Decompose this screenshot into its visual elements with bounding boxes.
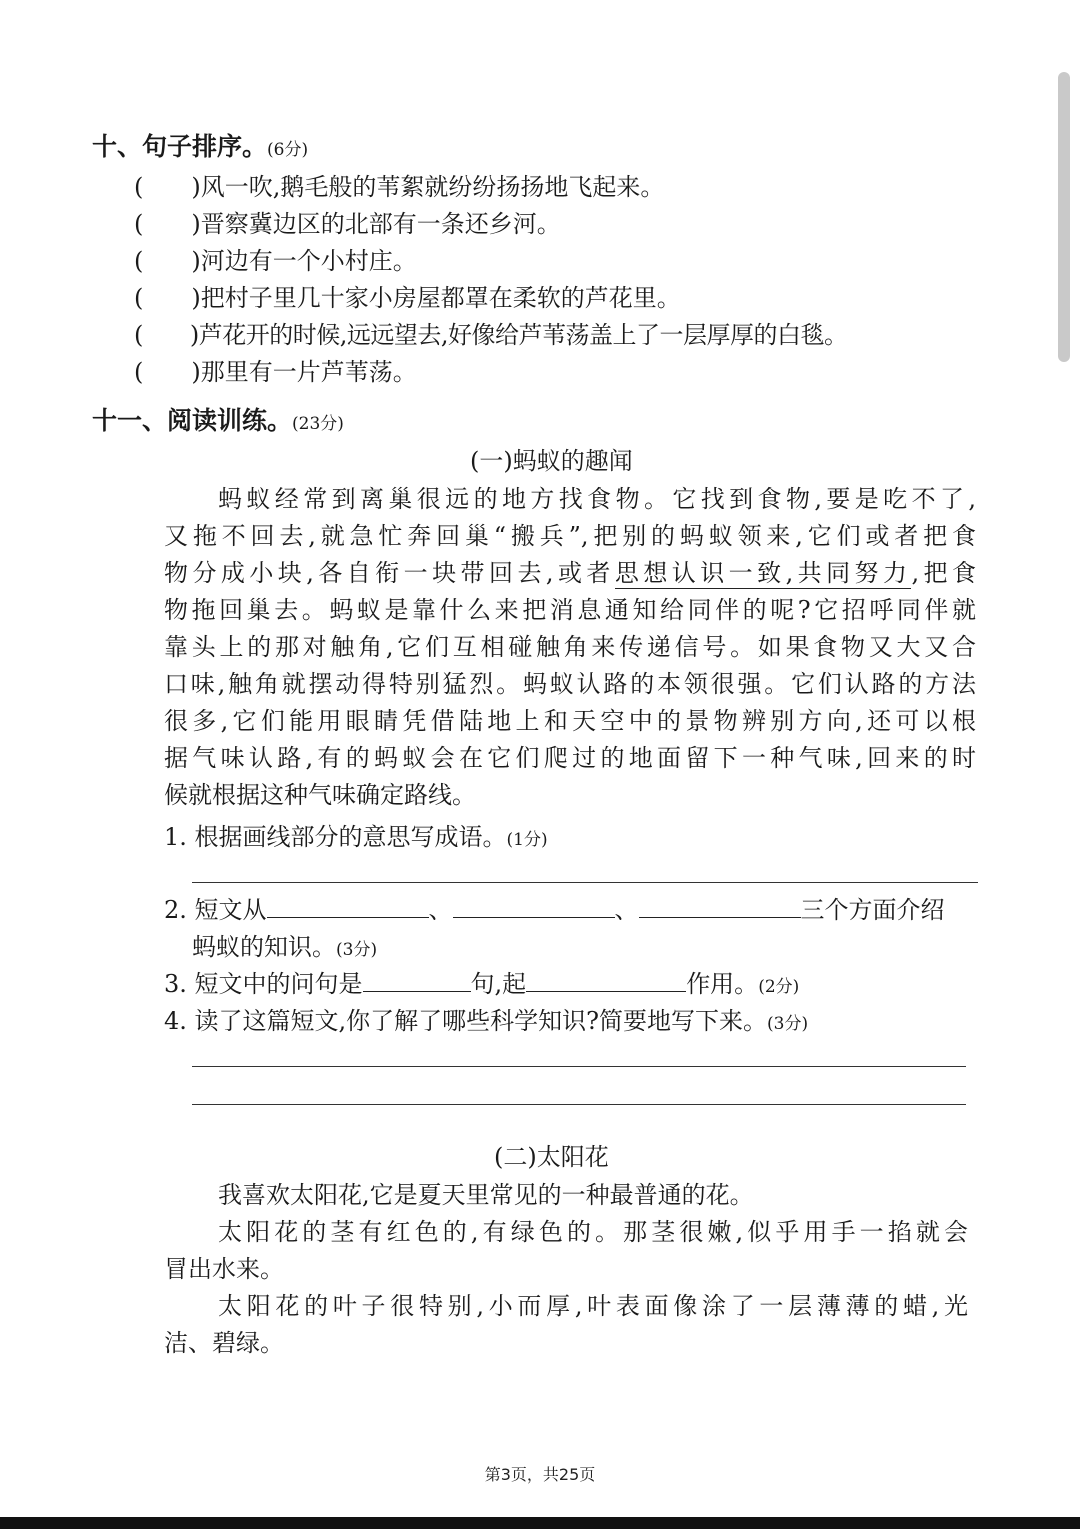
question-2-cont: 蚂蚁的知识。(3分): [192, 933, 378, 961]
order-item-text: 晋察冀边区的北部有一条还乡河。: [200, 210, 561, 238]
underlined-phrase: 思想认识一致,共同努力: [614, 559, 912, 587]
passage-2-line: 太阳花的叶子很特别,小而厚,叶表面像涂了一层薄薄的蜡,光: [218, 1292, 968, 1320]
section-11-heading: [92, 406, 344, 439]
passage-1-line: 又拖不回去,就急忙奔回巢“搬兵”,把别的蚂蚁领来,它们或者把食: [164, 522, 976, 550]
answer-line-q4[interactable]: [192, 1066, 966, 1067]
order-item-3: [134, 246, 417, 276]
passage-1-line: 靠头上的那对触角,它们互相碰触角来传递信号。如果食物又大又合: [164, 633, 976, 661]
order-item-1: [134, 172, 664, 202]
order-blank[interactable]: ( ): [134, 321, 199, 349]
passage-2-line: 太阳花的茎有红色的,有绿色的。那茎很嫩,似乎用手一掐就会: [218, 1218, 968, 1246]
bottom-bar: [0, 1517, 1080, 1529]
passage-1-line: 据气味认路,有的蚂蚁会在它们爬过的地面留下一种气味,回来的时: [164, 744, 976, 772]
passage-1-line-underlined: 物分成小块,各自衔一块带回去,或者思想认识一致,共同努力,把食: [164, 559, 976, 587]
question-4: 4. 读了这篇短文,你了解了哪些科学知识?简要地写下来。(3分): [164, 1007, 809, 1035]
answer-line-q4[interactable]: [192, 1104, 966, 1105]
order-blank[interactable]: ( ): [134, 284, 201, 312]
order-item-text: 把村子里几十家小房屋都罩在柔软的芦花里。: [200, 284, 681, 312]
order-blank[interactable]: ( ): [134, 210, 201, 238]
order-blank[interactable]: ( ): [134, 358, 201, 386]
passage-2-line: 我喜欢太阳花,它是夏天里常见的一种最普通的花。: [218, 1181, 754, 1209]
question-2: 2. 短文从 、 、 三个方面介绍: [164, 896, 945, 924]
section-11-title: 十一、阅读训练。: [92, 406, 293, 435]
answer-blank[interactable]: [453, 895, 615, 918]
page-indicator: 第3页，共25页: [484, 1465, 596, 1484]
section-10-title: 十、句子排序。: [92, 132, 268, 161]
section-11-score: (23分): [292, 414, 344, 434]
passage-1-line: 很多,它们能用眼睛凭借陆地上和天空中的景物辨别方向,还可以根: [164, 707, 976, 735]
section-10-heading: [92, 132, 308, 165]
order-item-6: [134, 357, 417, 387]
passage-1-line: 物拖回巢去。蚂蚁是靠什么来把消息通知给同伴的呢?它招呼同伴就: [164, 596, 976, 624]
order-item-text: 河边有一个小村庄。: [200, 247, 417, 275]
question-3: 3. 短文中的问句是 句,起 作用。(2分): [164, 970, 800, 998]
order-item-text: 那里有一片芦苇荡。: [200, 358, 417, 386]
passage-1-line: 口味,触角就摆动得特别猛烈。蚂蚁认路的本领很强。它们认路的方法: [164, 670, 976, 698]
passage-2-line: 洁、碧绿。: [164, 1329, 284, 1357]
answer-blank[interactable]: [639, 895, 801, 918]
answer-line-q1[interactable]: [192, 882, 978, 883]
answer-blank[interactable]: [363, 969, 471, 992]
answer-blank[interactable]: [267, 895, 429, 918]
passage-1-title: (一)蚂蚁的趣闻: [470, 447, 633, 475]
order-item-text: 风一吹,鹅毛般的苇絮就纷纷扬扬地飞起来。: [200, 173, 665, 201]
order-blank[interactable]: ( ): [134, 247, 201, 275]
answer-blank[interactable]: [526, 969, 686, 992]
order-item-5: [134, 320, 848, 350]
passage-1-line: 蚂蚁经常到离巢很远的地方找食物。它找到食物,要是吃不了,: [218, 485, 976, 513]
passage-1-line: 候就根据这种气味确定路线。: [164, 781, 476, 809]
order-blank[interactable]: ( ): [134, 173, 201, 201]
order-item-text: 芦花开的时候,远远望去,好像给芦苇荡盖上了一层厚厚的白毯。: [198, 321, 848, 349]
order-item-2: [134, 209, 561, 239]
passage-2-line: 冒出水来。: [164, 1255, 284, 1283]
question-1: 1. 根据画线部分的意思写成语。(1分): [164, 823, 548, 851]
order-item-4: [134, 283, 681, 313]
passage-2-title: (二)太阳花: [494, 1143, 609, 1171]
section-10-score: (6分): [267, 140, 309, 160]
scrollbar[interactable]: [1058, 72, 1070, 362]
